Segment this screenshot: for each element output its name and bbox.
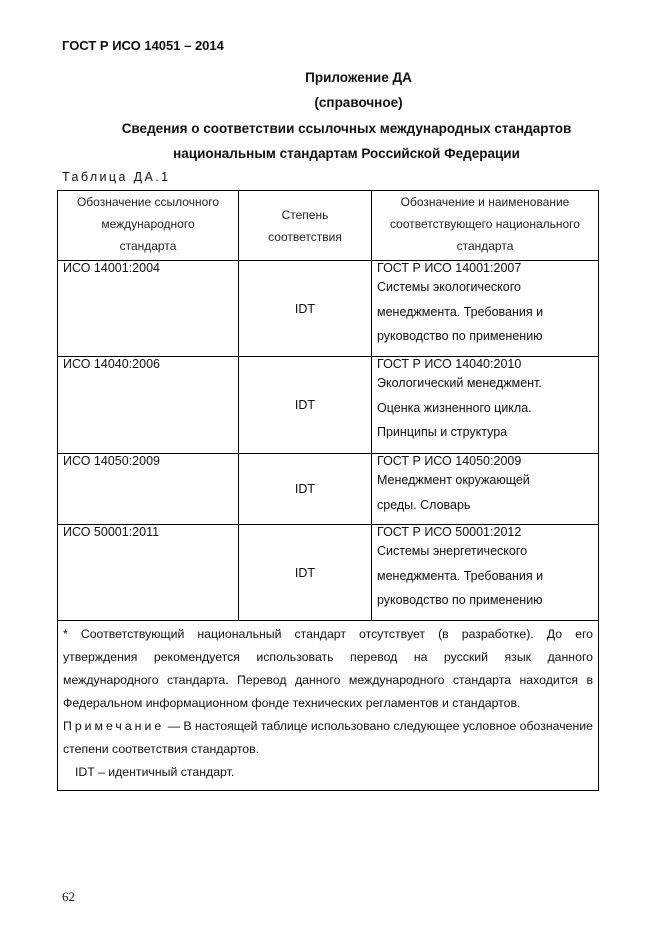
national-standard-cell xyxy=(372,454,599,525)
national-standard-line: Принципы и структура xyxy=(377,425,508,439)
national-standard-id: ГОСТ Р ИСО 14040:2010 xyxy=(377,357,522,371)
header-line: стандарта xyxy=(119,239,177,253)
appendix-kind: (справочное) xyxy=(314,95,403,110)
intl-standard: ИСО 14050:2009 xyxy=(63,454,160,468)
table-row xyxy=(58,454,599,525)
table-header-row xyxy=(58,191,599,261)
table-row xyxy=(58,261,599,357)
national-standard-id: ГОСТ Р ИСО 14050:2009 xyxy=(377,454,522,468)
intl-standard-cell xyxy=(58,357,239,454)
intl-standard: ИСО 14040:2006 xyxy=(63,357,160,371)
national-standard-line: Экологический менеджмент. xyxy=(377,376,542,390)
document-id: ГОСТ Р ИСО 14051 – 2014 xyxy=(62,38,224,53)
national-standard-line: руководство по применению xyxy=(377,593,543,607)
table-caption: Таблица ДА.1 xyxy=(62,170,171,184)
appendix-title: Приложение ДА xyxy=(305,70,412,85)
table-row xyxy=(58,525,599,621)
intl-standard: ИСО 50001:2011 xyxy=(63,525,160,539)
header-line: стандарта xyxy=(456,239,514,253)
footnote-text: * Соответствующий национальный стандарт отсутствует (в разработке). До его утверждения рекомендуется использовать перевод на русский язык данного международного стандарта. Перевод данного международного стандарта находится в Федеральном информационном фонде технических регламентов и стандартов. xyxy=(63,627,593,710)
national-standard-line: Оценка жизненного цикла. xyxy=(377,400,532,415)
national-standard-line: среды. Словарь xyxy=(377,497,471,512)
column-header-intl xyxy=(58,191,239,261)
header-line: Степень xyxy=(281,207,329,222)
intl-standard-cell xyxy=(58,261,239,357)
national-standard-line: Системы энергетического xyxy=(377,544,528,558)
section-heading-line1: Сведения о соответствии ссылочных международных стандартов xyxy=(121,121,572,136)
note-text: В настоящей таблице использовано следующее условное обозначение степени соответствия стандартов. xyxy=(63,719,593,756)
national-standard-line: менеджмента. Требования и xyxy=(377,568,544,583)
header-line: международного xyxy=(101,217,195,231)
national-standard-cell xyxy=(372,261,599,357)
header-line: Обозначение ссылочного xyxy=(76,195,220,209)
page-number: 62 xyxy=(62,889,75,904)
intl-standard: ИСО 14001:2004 xyxy=(63,261,160,275)
header-line: соответствующего национального xyxy=(390,217,580,231)
degree-cell: IDT xyxy=(239,261,372,357)
national-standard-cell xyxy=(372,357,599,454)
national-standard-line: менеджмента. Требования и xyxy=(377,304,544,319)
table-footer-row xyxy=(58,621,599,791)
column-header-national xyxy=(372,191,599,261)
note-label: Примечание xyxy=(63,719,165,733)
note-paragraph xyxy=(63,715,593,761)
degree-cell: IDT xyxy=(239,525,372,621)
section-heading-line2: национальным стандартам Российской Федерации xyxy=(173,146,520,161)
national-standard-line: руководство по применению xyxy=(377,329,543,343)
national-standard-id: ГОСТ Р ИСО 50001:2012 xyxy=(377,525,522,539)
idt-definition: IDT – идентичный стандарт. xyxy=(75,765,235,779)
intl-standard-cell xyxy=(58,454,239,525)
national-standard-line: Системы экологического xyxy=(377,280,521,294)
header-line: Обозначение и наименование xyxy=(400,195,570,209)
national-standard-id: ГОСТ Р ИСО 14001:2007 xyxy=(377,261,522,275)
column-header-degree xyxy=(239,191,372,261)
correspondence-table xyxy=(57,190,599,791)
note-dash: — xyxy=(167,719,180,733)
table-row xyxy=(58,357,599,454)
degree-cell: IDT xyxy=(239,357,372,454)
header-line: соответствия xyxy=(268,229,342,244)
table-footnote-cell xyxy=(58,621,599,791)
national-standard-line: Менеджмент окружающей xyxy=(377,473,530,487)
national-standard-cell xyxy=(372,525,599,621)
intl-standard-cell xyxy=(58,525,239,621)
degree-cell: IDT xyxy=(239,454,372,525)
